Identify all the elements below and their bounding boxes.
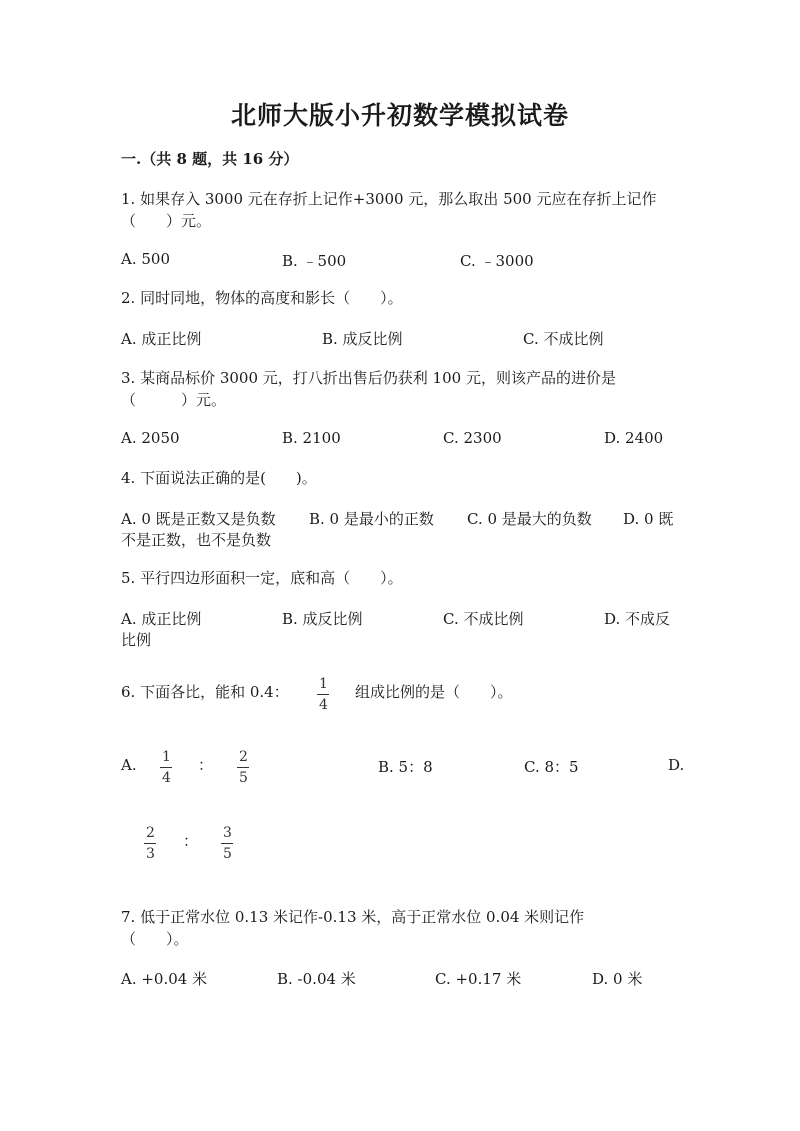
fraction-bar <box>317 694 329 695</box>
question-1-text <box>121 188 656 232</box>
question-5-option-c: C. 不成比例 <box>443 610 524 628</box>
question-6-option-a-label: A. <box>121 756 137 774</box>
question-3-line-2: （ ）元。 <box>121 391 227 409</box>
question-7-line-1: 7. 低于正常水位 0.13 米记作-0.13 米，高于正常水位 0.04 米则记作 <box>121 908 585 926</box>
question-6-option-d-fraction-1 <box>144 825 157 862</box>
question-4-option-d: D. 0 既 <box>623 510 674 528</box>
question-1-option-c: C. ﹣3000 <box>460 252 534 270</box>
question-2-option-c: C. 不成比例 <box>523 330 604 348</box>
fraction-bar <box>237 767 249 768</box>
question-6-option-a-fraction-2 <box>237 749 250 786</box>
fraction-denominator: 5 <box>239 770 248 786</box>
question-2-option-a: A. 成正比例 <box>121 330 202 348</box>
fraction-bar <box>221 843 233 844</box>
question-3-option-d: D. 2400 <box>604 429 664 447</box>
fraction-numerator: 2 <box>239 749 248 765</box>
question-2-text: 2. 同时同地，物体的高度和影长（ ）。 <box>121 289 403 307</box>
fraction-denominator: 4 <box>162 770 171 786</box>
question-5-option-d: D. 不成反 <box>604 610 671 628</box>
question-6-prefix: 6. 下面各比，能和 0.4： <box>121 683 289 701</box>
question-5-text: 5. 平行四边形面积一定，底和高（ ）。 <box>121 569 403 587</box>
fraction-numerator: 2 <box>146 825 155 841</box>
question-7-option-a: A. +0.04 米 <box>121 970 208 988</box>
fraction-denominator: 4 <box>319 697 328 713</box>
question-6-option-d-colon: ： <box>183 832 199 850</box>
question-6-option-c: C. 8：5 <box>524 758 579 776</box>
fraction-bar <box>144 843 156 844</box>
question-1-option-b: B. ﹣500 <box>282 252 347 270</box>
question-6-fraction <box>317 676 330 713</box>
question-1-line-1: 1. 如果存入 3000 元在存折上记作+3000 元，那么取出 500 元应在存折上记作 <box>121 190 657 208</box>
question-5-option-b: B. 成反比例 <box>282 610 363 628</box>
question-4-option-c: C. 0 是最大的负数 <box>467 510 592 528</box>
fraction-bar <box>160 767 172 768</box>
question-4-option-b: B. 0 是最小的正数 <box>309 510 434 528</box>
question-3-option-a: A. 2050 <box>121 429 180 447</box>
question-7-option-b: B. -0.04 米 <box>277 970 356 988</box>
fraction-denominator: 5 <box>223 846 232 862</box>
question-6-option-d-fraction-2 <box>221 825 234 862</box>
question-7-option-c: C. +0.17 米 <box>435 970 522 988</box>
question-7-text <box>121 906 584 950</box>
question-6-option-b: B. 5：8 <box>378 758 433 776</box>
fraction-numerator: 1 <box>162 749 171 765</box>
question-6-option-d-label: D. <box>668 756 685 774</box>
question-3-text <box>121 367 616 411</box>
question-6-suffix: 组成比例的是（ ）。 <box>355 683 513 701</box>
fraction-numerator: 3 <box>223 825 232 841</box>
question-4-text: 4. 下面说法正确的是( )。 <box>121 469 317 487</box>
question-3-option-b: B. 2100 <box>282 429 341 447</box>
question-6-option-a-fraction-1 <box>160 749 173 786</box>
question-5-option-d-continuation: 比例 <box>121 631 152 649</box>
question-5-option-a: A. 成正比例 <box>121 610 202 628</box>
question-7-line-2: （ ）。 <box>121 930 189 948</box>
question-3-line-1: 3. 某商品标价 3000 元，打八折出售后仍获利 100 元，则该产品的进价是 <box>121 369 616 387</box>
page-title: 北师大版小升初数学模拟试卷 <box>230 101 569 130</box>
question-4-option-a: A. 0 既是正数又是负数 <box>121 510 276 528</box>
question-6-option-a-colon: ： <box>198 756 214 774</box>
question-3-option-c: C. 2300 <box>443 429 502 447</box>
fraction-denominator: 3 <box>146 846 155 862</box>
section-heading: 一.（共 8 题，共 16 分） <box>121 150 299 168</box>
fraction-numerator: 1 <box>319 676 328 692</box>
question-1-line-2: （ ）元。 <box>121 212 212 230</box>
question-2-option-b: B. 成反比例 <box>322 330 403 348</box>
question-1-option-a: A. 500 <box>121 250 170 268</box>
question-7-option-d: D. 0 米 <box>592 970 643 988</box>
question-4-option-d-continuation: 不是正数，也不是负数 <box>121 531 272 549</box>
